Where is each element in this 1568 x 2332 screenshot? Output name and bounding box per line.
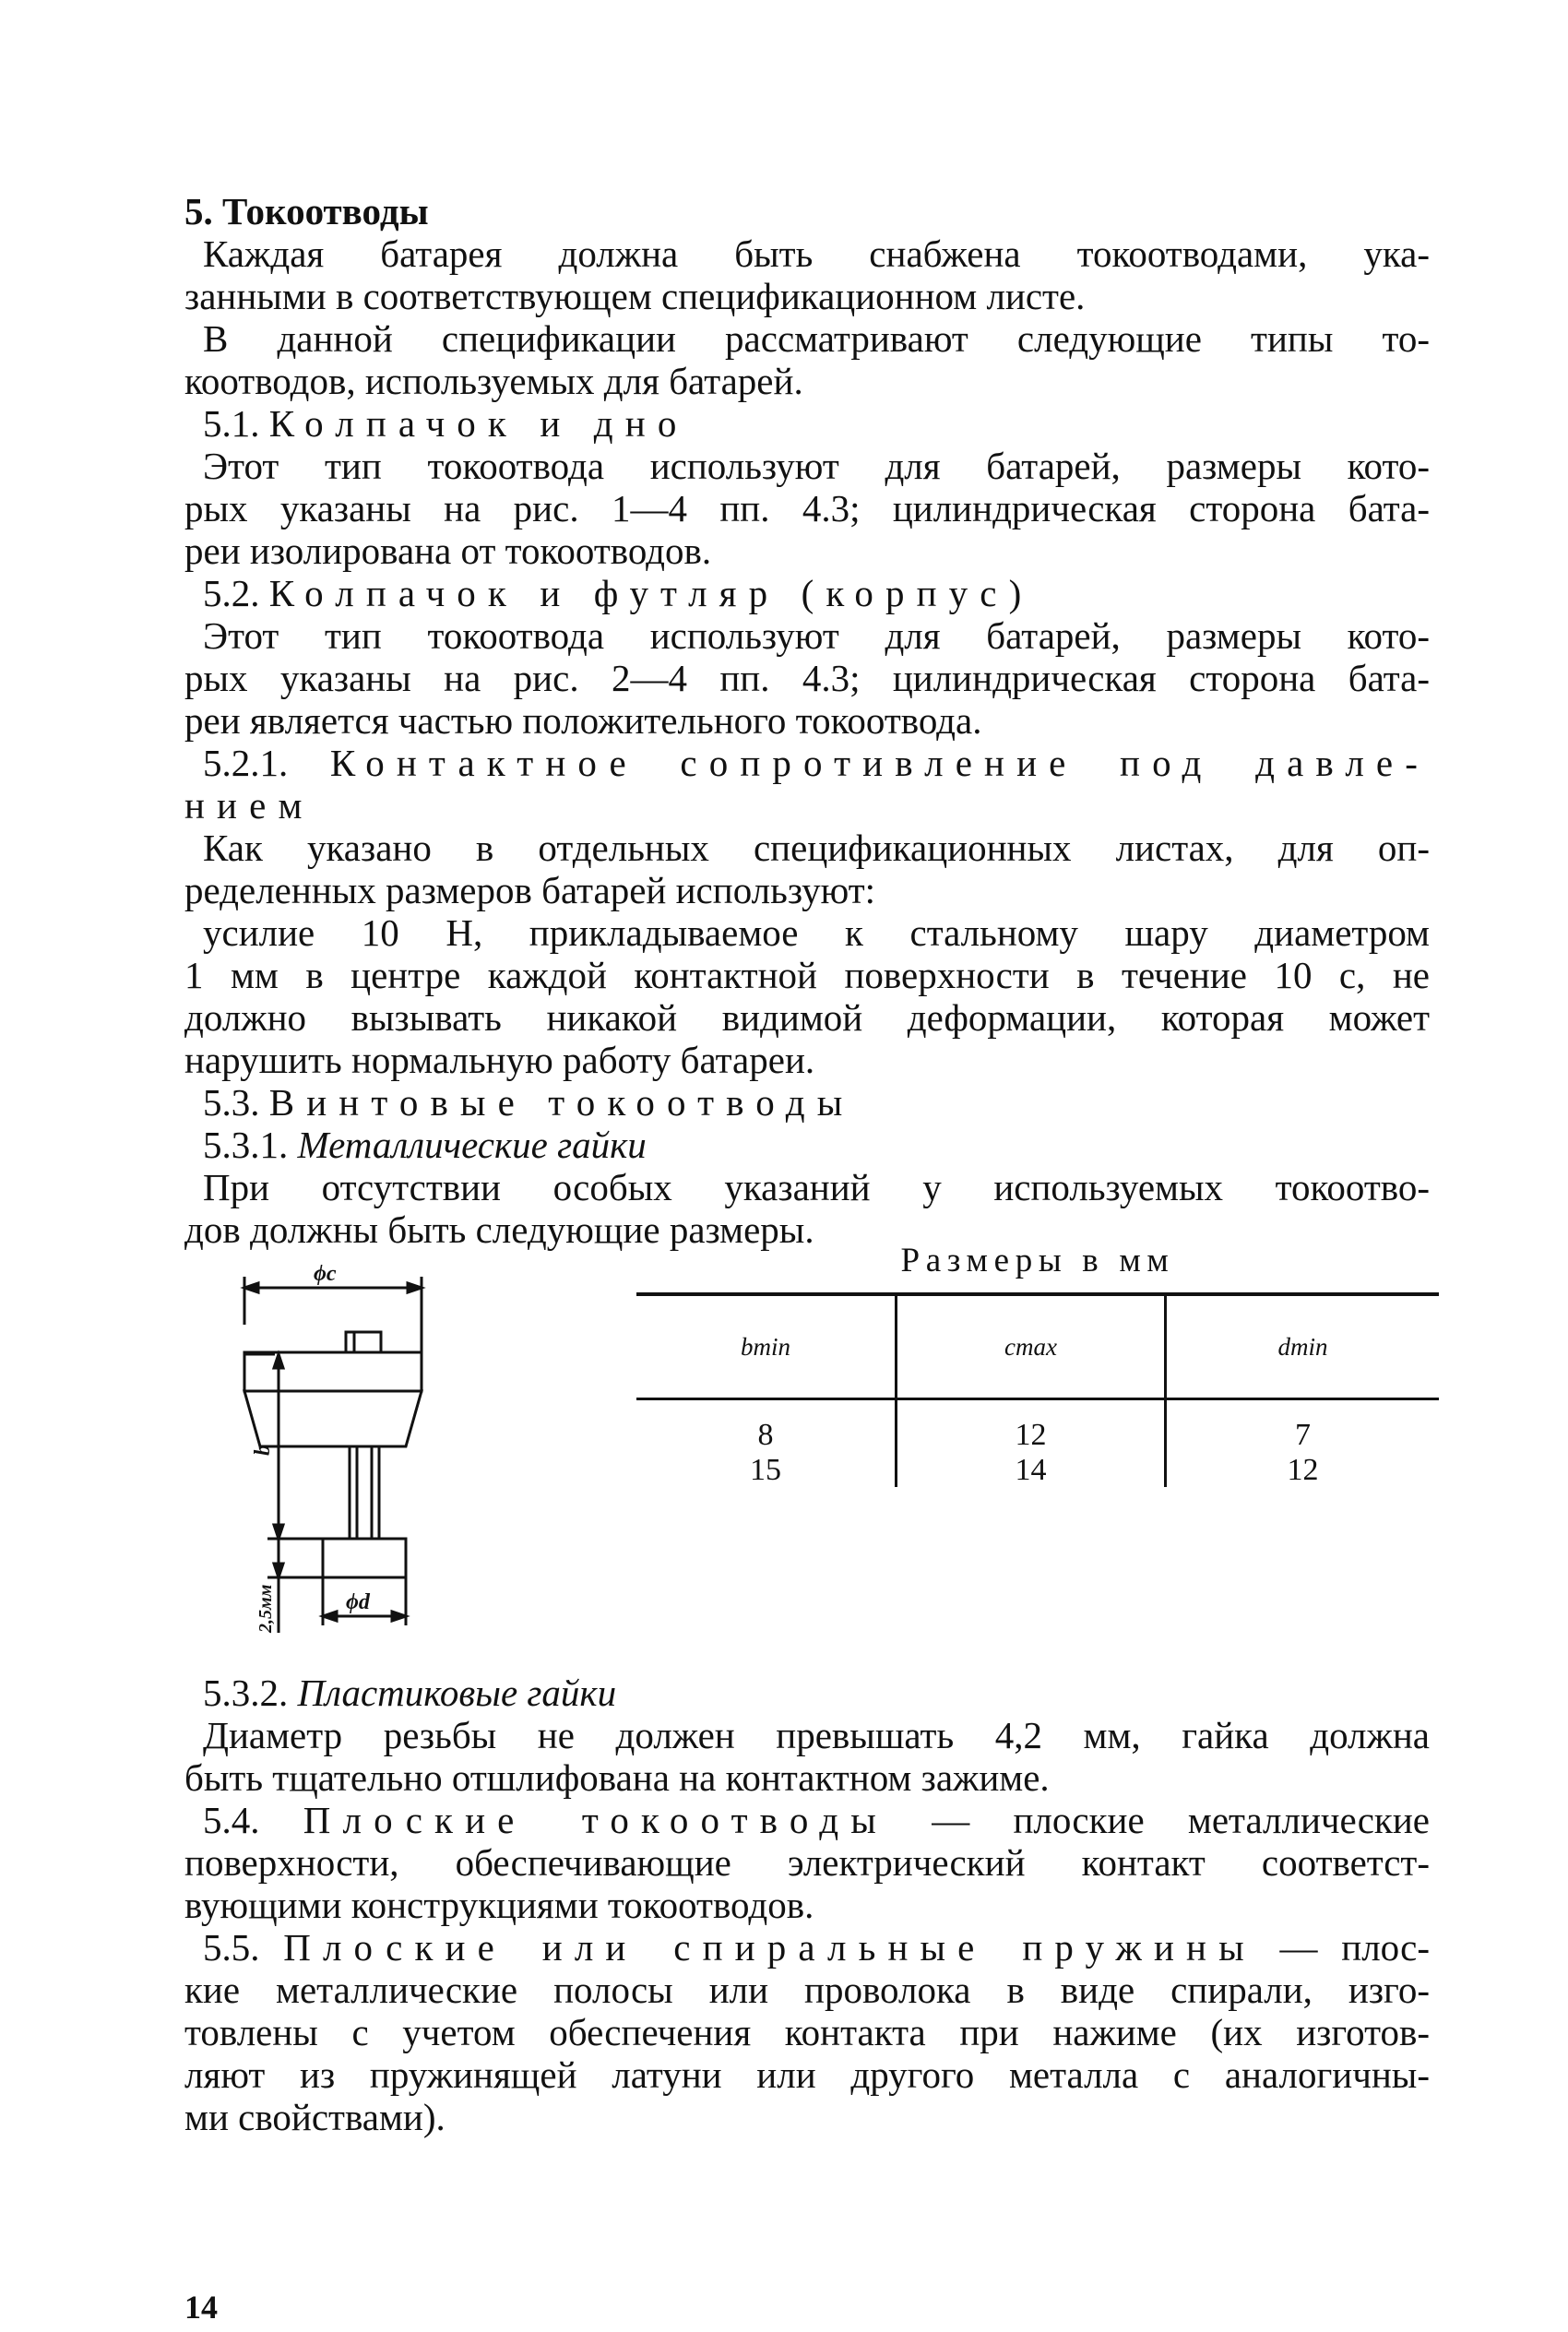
table-cell: 14 — [1015, 1453, 1047, 1487]
subsection-text: — плоские металлические — [932, 1799, 1430, 1841]
paragraph-line: рых указаны на рис. 1—4 пп. 4.3; цилиндрическая сторона бата- — [184, 487, 1430, 529]
dimensions-table — [636, 1241, 1439, 1517]
arrow-icon — [323, 1612, 337, 1621]
column-header-cmax: cmax — [1004, 1333, 1057, 1361]
paragraph-line: Этот тип токоотвода используют для батарей, размеры кото- — [203, 614, 1430, 657]
paragraph-line: Каждая батарея должна быть снабжена токоотводами, ука- — [203, 232, 1430, 275]
subsection-number: 5.2.1. — [203, 742, 289, 784]
arrow-icon — [392, 1612, 406, 1621]
table-cell: 15 — [750, 1453, 781, 1487]
column-header-bmin: bmin — [741, 1333, 790, 1361]
subsection-heading-5-3-2 — [203, 1672, 1430, 1714]
subsection-title: Плоские токоотводы — [303, 1799, 888, 1841]
paragraph-line: нарушить нормальную работу батареи. — [184, 1039, 815, 1081]
paragraph-line: быть тщательно отшлифована на контактном зажиме. — [184, 1756, 1050, 1799]
paragraph-line: поверхности, обеспечивающие электрический контакт соответст- — [184, 1841, 1430, 1884]
subsection-title: Металлические гайки — [297, 1124, 647, 1166]
subsection-number: 5.3. — [203, 1081, 260, 1124]
paragraph-line: ляют из пружинящей латуни или другого металла с аналогичны- — [184, 2053, 1430, 2096]
subsection-heading-5-3 — [203, 1081, 1430, 1124]
subsection-title: Винтовые токоотводы — [268, 1081, 855, 1124]
subsection-heading-5-2-1 — [203, 742, 1430, 784]
subsection-title: Колпачок и дно — [268, 402, 689, 445]
table-top-rule — [636, 1292, 1439, 1296]
paragraph-line: Этот тип токоотвода используют для батарей, размеры кото- — [203, 445, 1430, 487]
arrow-icon — [274, 1354, 283, 1368]
subsection-title: Колпачок и футляр (корпус) — [268, 572, 1034, 614]
arrow-icon — [274, 1564, 283, 1577]
subsection-title: Плоские или спиральные пружины — [283, 1926, 1256, 1969]
nut-top — [244, 1352, 422, 1391]
label-b: b — [251, 1445, 275, 1456]
paragraph-line: усилие 10 Н, прикладываемое к стальному шару диаметром — [203, 911, 1430, 954]
subsection-5-4-first-line — [203, 1799, 1430, 1841]
paragraph-line: 1 мм в центре каждой контактной поверхности в течение 10 с, не — [184, 954, 1430, 996]
paragraph-line: дов должны быть следующие размеры. — [184, 1208, 814, 1251]
subsection-number: 5.3.1. — [203, 1124, 289, 1166]
label-phi-c: ϕc — [314, 1264, 337, 1286]
terminal-base — [323, 1539, 406, 1577]
subsection-heading-5-2 — [203, 572, 1430, 614]
paragraph-line: рых указаны на рис. 2—4 пп. 4.3; цилиндрическая сторона бата- — [184, 657, 1430, 699]
paragraph-line: При отсутствии особых указаний у используемых токоотво- — [203, 1166, 1430, 1208]
subsection-number: 5.4. — [203, 1799, 260, 1841]
column-header-dmin: dmin — [1277, 1333, 1328, 1361]
label-phi-d: ϕd — [346, 1590, 370, 1614]
arrow-icon — [274, 1525, 283, 1539]
paragraph-line: занными в соответствующем спецификационном листе. — [184, 275, 1086, 317]
subsection-number: 5.2. — [203, 572, 260, 614]
paragraph-line: кие металлические полосы или проволока в виде спирали, изго- — [184, 1969, 1430, 2011]
paragraph-line: товлены с учетом обеспечения контакта при нажиме (их изготов- — [184, 2011, 1430, 2053]
subsection-heading-5-3-1 — [203, 1124, 1430, 1166]
subsection-title-continued: нием — [184, 784, 315, 827]
nut-stud — [346, 1332, 381, 1352]
subsection-title: Пластиковые гайки — [297, 1672, 617, 1714]
label-2-5mm: 2,5мм — [255, 1584, 276, 1633]
terminal-drawing — [157, 1264, 443, 1642]
table-cell: 12 — [1015, 1418, 1047, 1452]
subsection-number: 5.1. — [203, 402, 260, 445]
table-caption: Размеры в мм — [900, 1242, 1175, 1279]
subsection-heading-5-1 — [203, 402, 1430, 445]
subsection-number: 5.3.2. — [203, 1672, 289, 1714]
paragraph-line: вующими конструкциями токоотводов. — [184, 1884, 814, 1926]
table-cell: 7 — [1295, 1418, 1311, 1452]
nut-taper — [244, 1391, 422, 1446]
subsection-number: 5.5. — [203, 1926, 260, 1969]
subsection-5-5-first-line — [203, 1926, 1430, 1969]
paragraph-line: Как указано в отдельных спецификационных листах, для оп- — [203, 827, 1430, 869]
paragraph-line: должно вызывать никакой видимой деформации, которая может — [184, 996, 1430, 1039]
paragraph-line: реи изолирована от токоотводов. — [184, 529, 712, 572]
table-cell: 8 — [757, 1418, 774, 1452]
arrow-icon — [244, 1283, 258, 1292]
arrow-icon — [408, 1283, 422, 1292]
page-number: 14 — [184, 2289, 218, 2326]
paragraph-line: реи является частью положительного токоотвода. — [184, 699, 982, 742]
paragraph-line: коотводов, используемых для батарей. — [184, 360, 803, 402]
paragraph-line: В данной спецификации рассматривают следующие типы то- — [203, 317, 1430, 360]
paragraph-line: ределенных размеров батарей используют: — [184, 869, 876, 911]
paragraph-line: Диаметр резьбы не должен превышать 4,2 мм, гайка должна — [203, 1714, 1430, 1756]
subsection-text: — плос- — [1279, 1926, 1431, 1969]
subsection-title: Контактное сопротивление под давле- — [329, 742, 1430, 784]
paragraph-line: ми свойствами). — [184, 2096, 445, 2138]
section-heading: 5. Токоотводы — [184, 190, 429, 232]
table-cell: 12 — [1287, 1453, 1319, 1487]
table-header-rule — [636, 1398, 1439, 1400]
